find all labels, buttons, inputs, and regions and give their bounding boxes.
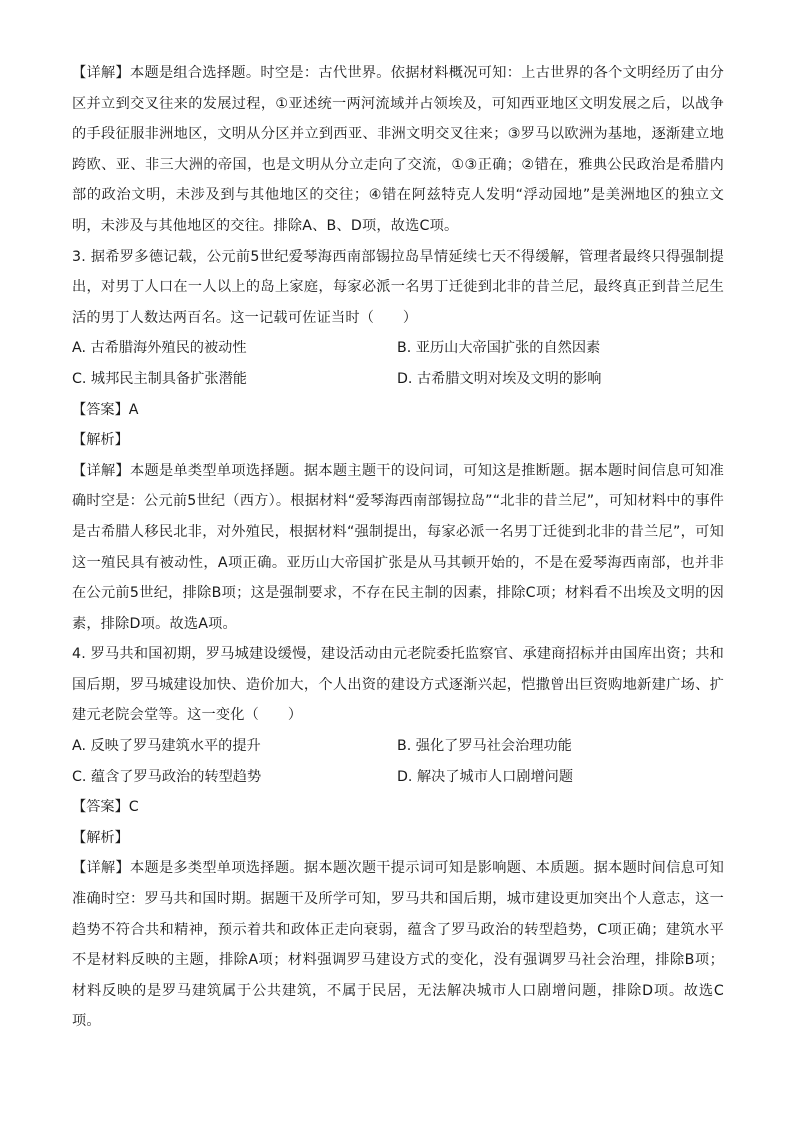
q3-stem: 3. 据希罗多德记载，公元前5世纪爱琴海西南部锡拉岛旱情延续七天不得缓解，管理者最终只得强制提出，对男丁人口在一人以上的岛上家庭，每家必派一名男丁迁徙到北非的昔兰尼，最终真正到昔兰尼生活的男丁人数达两百名。这一记载可佐证当时（ ） <box>72 248 724 326</box>
q3-options-row-2 <box>72 364 724 395</box>
document-page <box>72 58 724 1037</box>
q3-option-b: B. 亚历山大帝国扩张的自然因素 <box>397 340 601 357</box>
q4-option-d: D. 解决了城市人口剧增问题 <box>397 768 574 785</box>
q2-explanation: 【详解】本题是组合选择题。时空是：古代世界。依据材料概况可知：上古世界的各个文明经历了由分区并立到交叉往来的发展过程，①亚述统一两河流域并占领埃及，可知西亚地区文明发展之后，以战争的手段征服非洲地区，文明从分区并立到西亚、非洲文明交叉往来；③罗马以欧洲为基地，逐渐建立地跨欧、亚、非三大洲的帝国，也是文明从分立走向了交流，①③正确；②错在，雅典公民政治是希腊内部的政治文明，未涉及到与其他地区的交往；④错在阿兹特克人发明“浮动园地”是美洲地区的独立文明，未涉及与其他地区的交往。排除A、B、D项，故选C项。 <box>72 65 724 234</box>
q3-option-d: D. 古希腊文明对埃及文明的影响 <box>397 370 602 387</box>
q3-option-a: A. 古希腊海外殖民的被动性 <box>72 340 247 357</box>
q4-option-a: A. 反映了罗马建筑水平的提升 <box>72 738 261 755</box>
q3-option-c: C. 城邦民主制具备扩张潜能 <box>72 370 247 387</box>
q4-analysis-label: 【解析】 <box>72 829 129 846</box>
q4-option-b: B. 强化了罗马社会治理功能 <box>397 738 572 755</box>
q3-answer: 【答案】A <box>72 401 139 418</box>
q3-analysis-label: 【解析】 <box>72 432 129 449</box>
q4-stem: 4. 罗马共和国初期，罗马城建设缓慢，建设活动由元老院委托监察官、承建商招标并由国库出资；共和国后期，罗马城建设加快、造价加大，个人出资的建设方式逐渐兴起，恺撒曾出巨资购地新建广场、扩建元老院会堂等。这一变化（ ） <box>72 646 724 724</box>
q4-option-c: C. 蕴含了罗马政治的转型趋势 <box>72 768 262 785</box>
q4-options-row-1 <box>72 731 724 762</box>
q4-answer: 【答案】C <box>72 799 139 816</box>
q4-explanation: 【详解】本题是多类型单项选择题。据本题次题干提示词可知是影响题、本质题。据本题时间信息可知准确时空：罗马共和国时期。据题干及所学可知，罗马共和国后期，城市建设更加突出个人意志，这一趋势不符合共和精神，预示着共和政体正走向衰弱，蕴含了罗马政治的转型趋势，C项正确；建筑水平不是材料反映的主题，排除A项；材料强调罗马建设方式的变化，没有强调罗马社会治理，排除B项；材料反映的是罗马建筑属于公共建筑，不属于民居，无法解决城市人口剧增问题，排除D项。故选C项。 <box>72 860 724 1030</box>
q3-explanation: 【详解】本题是单类型单项选择题。据本题主题干的设问词，可知这是推断题。据本题时间信息可知准确时空是：公元前5世纪（西方）。根据材料“爱琴海西南部锡拉岛”“北非的昔兰尼”，可知材料中的事件是古希腊人移民北非，对外殖民，根据材料“强制提出，每家必派一名男丁迁徙到北非的昔兰尼”，可知这一殖民具有被动性，A项正确。亚历山大帝国扩张是从马其顿开始的，不是在爱琴海西南部，也并非在公元前5世纪，排除B项；这是强制要求，不存在民主制的因素，排除C项；材料看不出埃及文明的因素，排除D项。故选A项。 <box>72 462 724 632</box>
q3-options-row-1 <box>72 333 724 364</box>
q4-options-row-2 <box>72 762 724 793</box>
